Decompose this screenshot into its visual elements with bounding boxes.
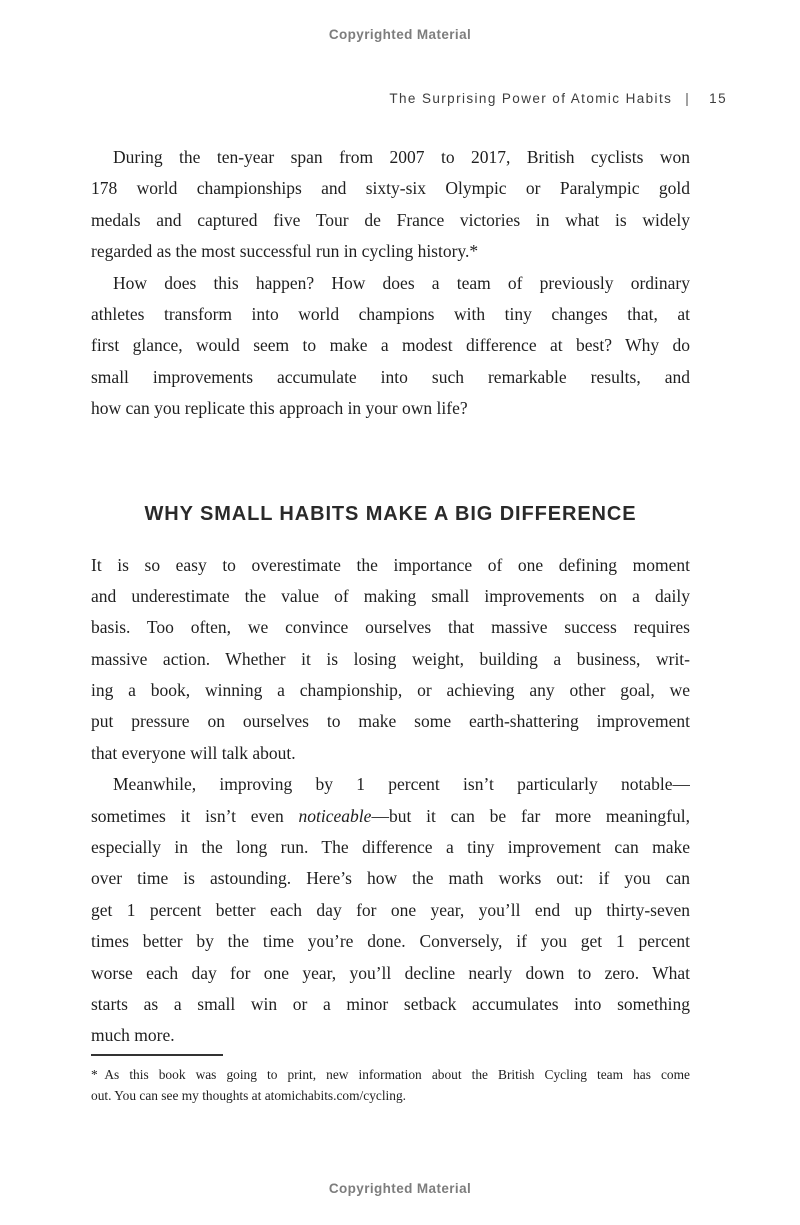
body-paragraph	[91, 268, 690, 425]
text-line: worse each day for one year, you’ll decline nearly down to zero. What	[91, 962, 690, 983]
body-section-intro	[91, 142, 690, 425]
body-section-main	[91, 550, 690, 1052]
text-line: basis. Too often, we convince ourselves that massive success requires	[91, 617, 690, 638]
text-line: much more.	[91, 1025, 175, 1046]
text-line: small improvements accumulate into such remarkable results, and	[91, 366, 690, 387]
header-separator: |	[685, 91, 691, 106]
footnote	[91, 1054, 690, 1107]
footnote-text	[91, 1064, 690, 1107]
text-line: * As this book was going to print, new information about the British Cycling team has come	[91, 1066, 690, 1082]
text-line: How does this happen? How does a team of previously ordinary	[113, 272, 690, 293]
text-line: out. You can see my thoughts at atomichabits.com/cycling.	[91, 1088, 407, 1104]
body-paragraph	[91, 550, 690, 770]
text-line: especially in the long run. The difference a tiny improvement can make	[91, 837, 690, 858]
text-line: starts as a small win or a minor setback accumulates into something	[91, 993, 690, 1014]
text-line: sometimes it isn’t even noticeable—but it can be far more meaningful,	[91, 805, 690, 826]
text-line: over time is astounding. Here’s how the math works out: if you can	[91, 868, 690, 889]
text-line: 178 world championships and sixty-six Olympic or Paralympic gold	[91, 178, 690, 199]
text-line: During the ten-year span from 2007 to 2017, British cyclists won	[113, 147, 690, 167]
running-header	[389, 91, 727, 106]
text-line: first glance, would seem to make a modest difference at best? Why do	[91, 335, 690, 356]
text-line: regarded as the most successful run in cycling history.*	[91, 241, 479, 262]
text-line: how can you replicate this approach in your own life?	[91, 398, 468, 419]
text-line: athletes transform into world champions with tiny changes that, at	[91, 303, 690, 324]
footnote-divider	[91, 1054, 223, 1056]
text-line: and underestimate the value of making small improvements on a daily	[91, 585, 690, 606]
text-line: massive action. Whether it is losing weight, building a business, writ-	[91, 648, 690, 669]
text-line: medals and captured five Tour de France victories in what is widely	[91, 209, 690, 230]
text-line: It is so easy to overestimate the importance of one defining moment	[91, 554, 690, 575]
page-number: 15	[709, 91, 727, 106]
text-line: ing a book, winning a championship, or achieving any other goal, we	[91, 680, 690, 701]
text-line: put pressure on ourselves to make some earth-shattering improvement	[91, 711, 690, 732]
body-paragraph	[91, 769, 690, 1052]
body-paragraph	[91, 142, 690, 268]
text-line: times better by the time you’re done. Conversely, if you get 1 percent	[91, 931, 690, 952]
section-heading: WHY SMALL HABITS MAKE A BIG DIFFERENCE	[144, 502, 637, 525]
page-body	[91, 142, 690, 1107]
copyright-notice-top: Copyrighted Material	[328, 27, 472, 42]
text-line: Meanwhile, improving by 1 percent isn’t particularly notable—	[113, 774, 690, 795]
text-line: that everyone will talk about.	[91, 742, 296, 763]
copyright-notice-bottom: Copyrighted Material	[328, 1181, 472, 1196]
text-line: get 1 percent better each day for one year, you’ll end up thirty-seven	[91, 899, 690, 920]
running-header-title: The Surprising Power of Atomic Habits	[389, 91, 673, 106]
